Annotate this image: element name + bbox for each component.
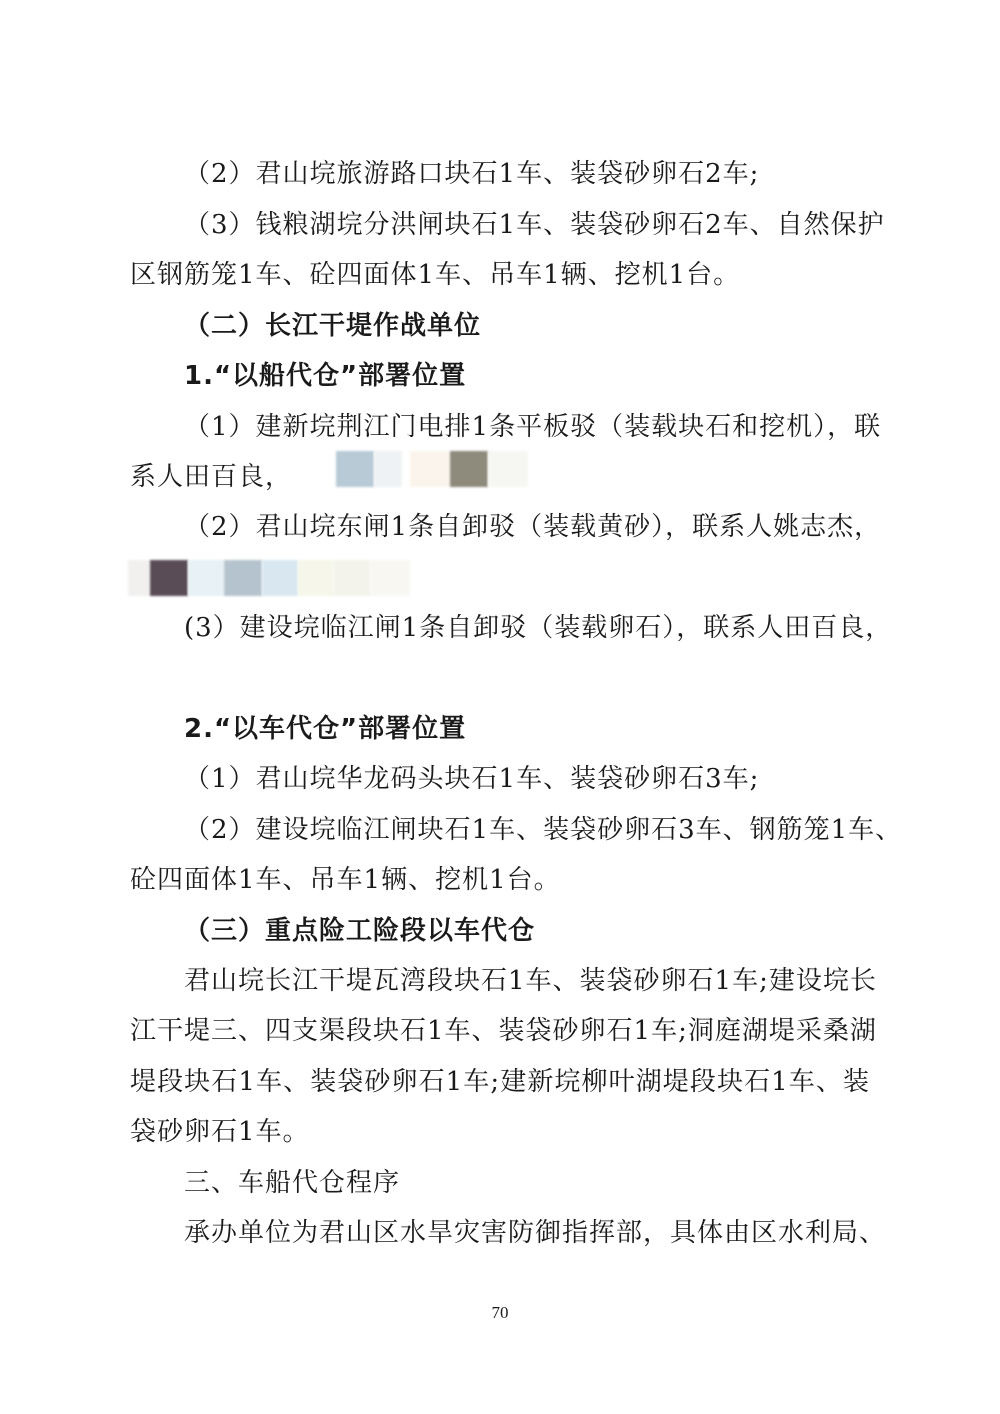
redacted-phone-number	[300, 451, 540, 487]
paragraph-line: 系人田百良，	[130, 462, 293, 492]
paragraph-line: 砼四面体1车、吊车1辆、挖机1台。	[130, 865, 561, 895]
subsection-heading: 1.“以船代仓”部署位置	[184, 361, 467, 391]
paragraph-line: （2）君山垸东闸1条自卸驳（装载黄砂），联系人姚志杰，	[184, 512, 882, 542]
paragraph-line: （3）钱粮湖垸分洪闸块石1车、装袋砂卵石2车、自然保护	[184, 210, 885, 240]
paragraph-line: 承办单位为君山区水旱灾害防御指挥部，具体由区水利局、	[184, 1218, 887, 1248]
paragraph-line: 君山垸长江干堤瓦湾段块石1车、装袋砂卵石1车;建设垸长	[184, 966, 877, 996]
paragraph-line: 区钢筋笼1车、砼四面体1车、吊车1辆、挖机1台。	[130, 260, 741, 290]
redacted-phone-number	[128, 560, 418, 596]
page-number: 70	[491, 1303, 509, 1322]
section-heading: （二）长江干堤作战单位	[184, 311, 482, 341]
paragraph-line: （2）建设垸临江闸块石1车、装袋砂卵石3车、钢筋笼1车、	[184, 815, 903, 845]
paragraph-line: （1）君山垸华龙码头块石1车、装袋砂卵石3车;	[184, 764, 760, 794]
paragraph-line: （2）君山垸旅游路口块石1车、装袋砂卵石2车;	[184, 159, 760, 189]
section-heading: 三、车船代仓程序	[184, 1168, 401, 1198]
subsection-heading: 2.“以车代仓”部署位置	[184, 714, 467, 744]
paragraph-line: 袋砂卵石1车。	[130, 1117, 310, 1147]
paragraph-line: 江干堤三、四支渠段块石1车、装袋砂卵石1车;洞庭湖堤采桑湖	[130, 1016, 877, 1046]
section-heading: （三）重点险工险段以车代仓	[184, 916, 536, 946]
paragraph-line: （1）建新垸荆江门电排1条平板驳（装载块石和挖机），联	[184, 412, 882, 442]
paragraph-line: 堤段块石1车、装袋砂卵石1车;建新垸柳叶湖堤段块石1车、装	[130, 1067, 870, 1097]
paragraph-line: (3）建设垸临江闸1条自卸驳（装载卵石），联系人田百良，	[184, 613, 893, 643]
